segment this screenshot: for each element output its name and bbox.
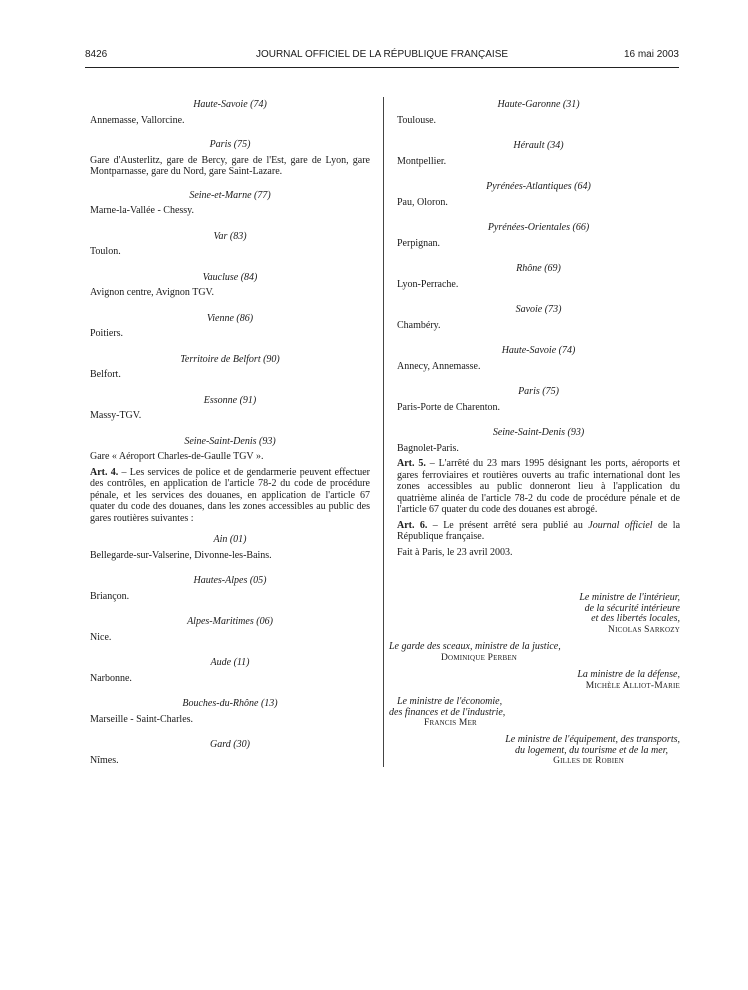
station-list: Lyon-Perrache.: [397, 278, 459, 290]
article-5-text: – L'arrêté du 23 mars 1995 désignant les ports, aéroports et gares ferroviaires et routières ouverts au trafic international dont les zones accessibles au public donneront lieu à l'application du quatrième alinéa de l'article 78-2 du code de procédure pénale et de l'article 67 quater du code des douanes est abrogé.: [397, 458, 681, 515]
station-list: Narbonne.: [90, 672, 132, 684]
station-list: Nice.: [90, 631, 112, 643]
station-list: Annemasse, Vallorcine.: [90, 114, 185, 126]
station-list: Paris-Porte de Charenton.: [397, 401, 501, 413]
region-heading: Essonne (91): [203, 394, 257, 406]
region-heading: Var (83): [213, 230, 247, 242]
signatory-name: Dominique Perben: [441, 652, 518, 663]
article-6-text-after: de la République française.: [397, 519, 681, 542]
station-list: Montpellier.: [397, 155, 447, 167]
region-heading: Haute-Garonne (31): [497, 99, 580, 110]
station-list: Gare « Aéroport Charles-de-Gaulle TGV ».: [90, 451, 264, 462]
signature-interior: [579, 593, 680, 635]
station-list: Bellegarde-sur-Valserine, Divonne-les-Bains.: [90, 549, 272, 561]
article-5-label: Art. 5.: [397, 458, 426, 469]
station-list: Nîmes.: [90, 754, 119, 766]
signatory-title: Le ministre de l'équipement, des transports,: [505, 734, 680, 745]
region-heading: Vienne (86): [206, 312, 254, 324]
station-list: Marseille - Saint-Charles.: [90, 713, 194, 725]
signatory-title: Le ministre de l'intérieur,: [579, 592, 680, 603]
station-list: Gare d'Austerlitz, gare de Bercy, gare de l'Est, gare de Lyon, gare Montparnasse, gare du Nord, gare Saint-Lazare.: [90, 154, 370, 177]
region-heading: Bouches-du-Rhône (13): [182, 698, 278, 709]
region-heading: Seine-Saint-Denis (93): [492, 427, 585, 438]
station-list: Bagnolet-Paris.: [397, 442, 459, 454]
signatory-title: de la sécurité intérieure: [584, 602, 680, 614]
region-heading: Alpes-Maritimes (06): [187, 616, 273, 627]
region-heading: Hérault (34): [513, 140, 564, 151]
station-list: Perpignan.: [397, 237, 441, 249]
region-heading: Seine-et-Marne (77): [189, 189, 271, 201]
article-6-label: Art. 6.: [397, 519, 428, 531]
region-heading: Paris (75): [209, 139, 251, 150]
signature-justice: [389, 642, 561, 663]
region-heading: Seine-Saint-Denis (93): [184, 435, 276, 447]
region-heading: Pyrénées-Orientales (66): [487, 222, 590, 233]
issue-date: 16 mai 2003: [623, 49, 679, 60]
station-list: Massy-TGV.: [90, 410, 142, 421]
journal-title: JOURNAL OFFICIEL DE LA RÉPUBLIQUE FRANÇAISE: [255, 49, 509, 60]
region-heading: Savoie (73): [515, 304, 562, 315]
station-list: Marne-la-Vallée - Chessy.: [90, 205, 195, 216]
signature-equipment: [505, 735, 680, 767]
page-number: 8426: [85, 49, 108, 60]
signature-economy: [389, 697, 505, 729]
signatory-title: Le garde des sceaux, ministre de la justice,: [389, 641, 561, 652]
station-list: Pau, Oloron.: [397, 196, 448, 208]
signatory-name: Nicolas Sarkozy: [608, 624, 680, 635]
signatory-title: Le ministre de l'économie,: [397, 696, 503, 707]
done-at: Fait à Paris, le 23 avril 2003.: [397, 546, 513, 558]
station-list: Poitiers.: [90, 328, 124, 339]
signatory-name: Gilles de Robien: [553, 756, 624, 766]
article-6-text-before: – Le présent arrêté sera publié au: [432, 519, 589, 531]
station-list: Belfort.: [90, 369, 121, 380]
signatory-name: Michèle Alliot-Marie: [585, 680, 680, 691]
region-heading: Gard (30): [210, 739, 250, 750]
region-heading: Pyrénées-Atlantiques (64): [486, 181, 591, 192]
region-heading: Ain (01): [213, 534, 247, 545]
signatory-title: et des libertés locales,: [591, 613, 680, 624]
region-heading: Haute-Savoie (74): [193, 99, 267, 110]
signatory-title: du logement, du tourisme et de la mer,: [514, 744, 668, 756]
station-list: Briançon.: [90, 590, 130, 602]
signatory-name: Francis Mer: [424, 718, 477, 728]
region-heading: Territoire de Belfort (90): [180, 353, 280, 365]
signature-defense: [577, 670, 680, 691]
station-list: Toulon.: [90, 246, 121, 257]
region-heading: Haute-Savoie (74): [501, 345, 576, 356]
station-list: Toulouse.: [397, 114, 437, 126]
region-heading: Paris (75): [518, 386, 559, 397]
station-list: Avignon centre, Avignon TGV.: [90, 287, 214, 298]
article-6-journal-title: Journal officiel: [588, 519, 653, 531]
station-list: Chambéry.: [397, 319, 441, 331]
signatory-title: des finances et de l'industrie,: [389, 706, 506, 718]
signatory-title: La ministre de la défense,: [577, 669, 680, 680]
article-4-text: – Les services de police et de gendarmerie peuvent effectuer des contrôles, en application de l'article 78-2 du code de procédure pénale, et les services des douanes, en application de l'article 67 quater du code des douanes, dans les zones accessibles au public des gares routières suivantes :: [90, 466, 371, 524]
region-heading: Vaucluse (84): [202, 271, 258, 283]
article-4-label: Art. 4.: [90, 466, 119, 478]
station-list: Annecy, Annemasse.: [397, 360, 481, 372]
region-heading: Aude (11): [210, 657, 250, 668]
region-heading: Rhône (69): [516, 263, 561, 274]
region-heading: Hautes-Alpes (05): [193, 575, 267, 586]
